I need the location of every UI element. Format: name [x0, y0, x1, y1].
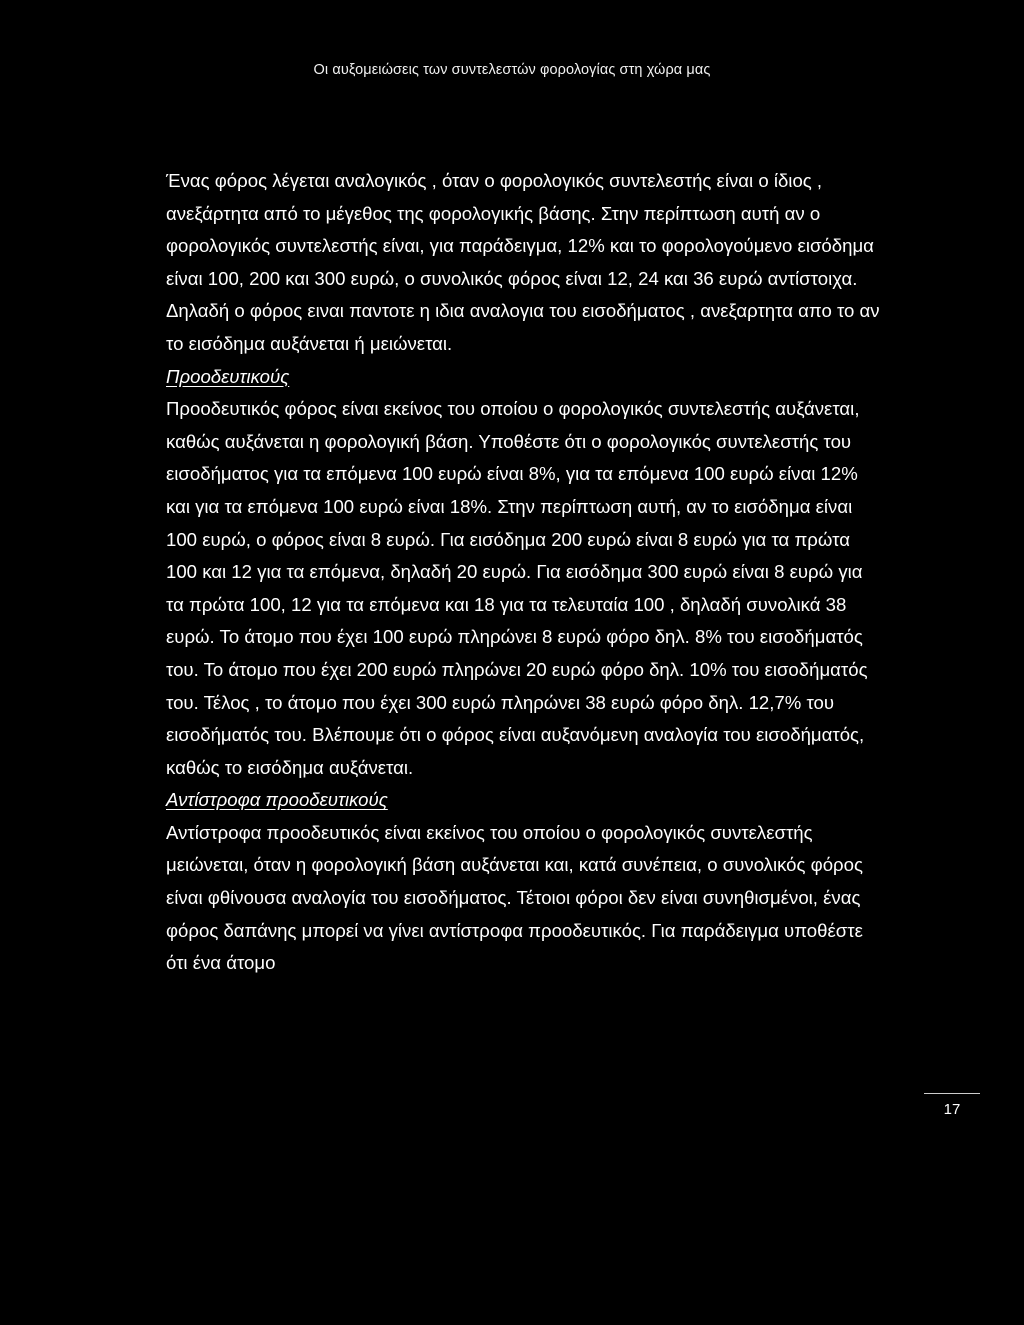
progressive-tax-paragraph: Προοδευτικός φόρος είναι εκείνος του οποίου ο φορολογικός συντελεστής αυξάνεται, καθώς αυξάνεται η φορολογική βάση. Υποθέστε ότι ο φορολογικός συντελεστής του εισοδήματος για τα επόμενα 100 ευρώ είναι 8%, για τα επόμενα 100 ευρώ είναι 12% και για τα επόμενα 100 ευρώ είναι 18%. Στην περίπτωση αυτή, αν το εισόδημα είναι 100 ευρώ, ο φόρος είναι 8 ευρώ. Για εισόδημα 200 ευρώ είναι 8 ευρώ για τα πρώτα 100 και 12 για τα επόμενα, δηλαδή 20 ευρώ. Για εισόδημα 300 ευρώ είναι 8 ευρώ για τα πρώτα 100, 12 για τα επόμενα και 18 για τα τελευταία 100 , δηλαδή συνολικά 38 ευρώ. Το άτομο που έχει 100 ευρώ πληρώνει 8 ευρώ φόρο δηλ. 8% του εισοδήματός του. Το άτομο που έχει 200 ευρώ πληρώνει 20 ευρώ φόρο δηλ. 10% του εισοδήματός του. Τέλος , το άτομο που έχει 300 ευρώ πληρώνει 38 ευρώ φόρο δηλ. 12,7% του εισοδήματός του. Βλέπουμε ότι ο φόρος είναι αυξανόμενη αναλογία του εισοδήματός, καθώς το εισόδημα αυξάνεται. — [166, 398, 868, 778]
page-body — [166, 165, 882, 980]
page-number-rule — [924, 1093, 980, 1094]
progressive-tax-heading: Προοδευτικούς — [166, 365, 290, 387]
regressive-tax-paragraph: Αντίστροφα προοδευτικός είναι εκείνος του οποίου ο φορολογικός συντελεστής μειώνεται, όταν η φορολογική βάση αυξάνεται και, κατά συνέπεια, ο συνολικός φόρος είναι φθίνουσα αναλογία του εισοδήματος. Τέτοιοι φόροι δεν είναι συνηθισμένοι, ένας φόρος δαπάνης μπορεί να γίνει αντίστροφα προοδευτικός. Για παράδειγμα υποθέστε ότι ένα άτομο — [166, 821, 863, 974]
regressive-tax-heading: Αντίστροφα προοδευτικούς — [166, 789, 388, 811]
page-number: 17 — [943, 1101, 961, 1118]
running-header: Οι αυξομειώσεις των συντελεστών φορολογίας στη χώρα μας — [313, 62, 711, 78]
proportional-tax-paragraph: Ένας φόρος λέγεται αναλογικός , όταν ο φορολογικός συντελεστής είναι ο ίδιος , ανεξάρτητα από το μέγεθος της φορολογικής βάσης. Στην περίπτωση αυτή αν ο φορολογικός συντελεστής είναι, για παράδειγμα, 12% και το φορολογούμενο εισόδημα είναι 100, 200 και 300 ευρώ, ο συνολικός φόρος είναι 12, 24 και 36 ευρώ αντίστοιχα. Δηλαδή ο φόρος ειναι παντοτε η ιδια αναλογια του εισοδήματος , ανεξαρτητα απο το αν το εισόδημα αυξάνεται ή μειώνεται. — [166, 170, 880, 354]
